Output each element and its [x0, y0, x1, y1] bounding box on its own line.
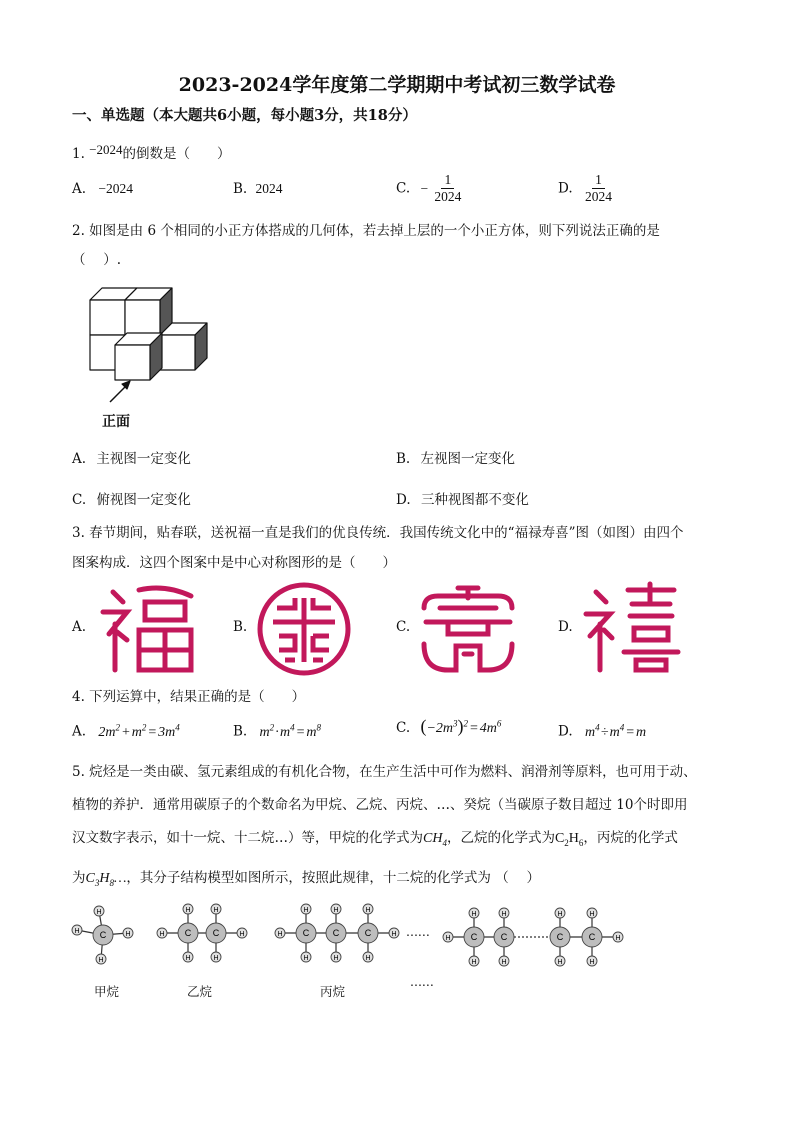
hydrogen-atom	[275, 928, 285, 938]
option-label: A.	[72, 451, 87, 467]
option-label: B.	[396, 451, 411, 467]
methane-formula: $CH_4$	[423, 831, 447, 848]
option-label: A.	[72, 723, 87, 740]
question-1	[72, 142, 231, 162]
svg-text:C: C	[99, 930, 107, 940]
text-segment: ，乙烷的化学式为	[446, 830, 555, 846]
hydrogen-atom	[301, 904, 311, 914]
hydrogen-atom	[183, 904, 193, 914]
question-number: 1.	[72, 146, 85, 162]
question-5-line4	[72, 866, 540, 888]
option-formula: $m^4$ ÷ $m^4$ = m	[584, 722, 647, 740]
hydrogen-atom	[555, 908, 565, 918]
option-label: D.	[558, 180, 573, 197]
alkane-molecule-figure	[66, 895, 636, 975]
hydrogen-atom	[499, 908, 509, 918]
denominator: 2024	[584, 189, 612, 204]
numerator: 1	[441, 172, 454, 189]
hydrogen-atom	[469, 956, 479, 966]
svg-text:H: H	[589, 959, 595, 966]
question-2: 2. 如图是由 6 个相同的小正方体搭成的几何体，若去掉上层的一个小正方体，则下列说法正确的是	[72, 223, 660, 239]
q1-option-d[interactable]	[558, 172, 614, 205]
hydrogen-atom	[183, 952, 193, 962]
fu-pattern-icon[interactable]	[95, 582, 195, 674]
q3-option-d-label[interactable]: D.	[558, 619, 573, 635]
q4-option-a[interactable]	[72, 722, 180, 741]
carbon-atom	[550, 927, 570, 947]
front-view-label: 正面	[102, 414, 130, 430]
hydrogen-atom	[469, 908, 479, 918]
svg-text:H: H	[159, 931, 165, 938]
option-text: 左视图一定变化	[420, 451, 516, 467]
hydrogen-atom	[211, 904, 221, 914]
option-label: C.	[396, 720, 411, 736]
svg-text:C: C	[556, 932, 564, 942]
svg-text:H: H	[615, 935, 621, 942]
text-segment: ，其分子结构模型如图所示，按照此规律，十二烷的化学式为 （ ）	[126, 870, 541, 886]
hydrogen-atom	[363, 904, 373, 914]
carbon-atom	[296, 923, 316, 943]
svg-text:H: H	[333, 907, 339, 914]
svg-text:H: H	[333, 955, 339, 962]
text-segment: 汉文数字表示，如十一烷、十二烷…）等，甲烷的化学式为	[72, 830, 423, 846]
minus-sign: −	[420, 180, 429, 196]
question-4: 4. 下列运算中，结果正确的是（ ）	[72, 689, 306, 705]
svg-text:H: H	[303, 955, 309, 962]
question-5: 5. 烷烃是一类由碳、氢元素组成的有机化合物，在生产生活中可作为燃料、润滑剂等原料，也可用于动、	[72, 764, 697, 780]
hydrogen-atom	[613, 932, 623, 942]
page-title: 2023-2024学年度第二学期期中考试初三数学试卷	[178, 74, 616, 96]
q2-option-a[interactable]	[72, 447, 191, 467]
carbon-atom	[582, 927, 602, 947]
hydrogen-atom	[237, 928, 247, 938]
svg-text:C: C	[212, 928, 220, 938]
methane-label: 甲烷	[94, 984, 120, 999]
option-label: D.	[396, 492, 411, 508]
q2-option-b[interactable]	[396, 447, 515, 467]
svg-text:H: H	[185, 907, 191, 914]
q2-option-d[interactable]	[396, 488, 529, 508]
q1-expression: −2024	[89, 142, 123, 157]
option-label: D.	[558, 723, 573, 740]
section-heading: 一、单选题（本大题共6小题，每小题3分，共18分）	[72, 107, 417, 124]
hydrogen-atom	[301, 952, 311, 962]
ellipsis-label: ......	[410, 974, 434, 989]
carbon-atom	[464, 927, 484, 947]
svg-text:H: H	[96, 909, 102, 916]
q1-option-a[interactable]	[72, 181, 133, 197]
carbon-atom	[358, 923, 378, 943]
carbon-atom	[178, 923, 198, 943]
svg-text:H: H	[557, 959, 563, 966]
q3-option-c-label[interactable]: C.	[396, 619, 411, 635]
option-text: 俯视图一定变化	[96, 492, 191, 508]
svg-text:H: H	[98, 957, 104, 964]
svg-text:H: H	[277, 931, 283, 938]
hydrogen-atom	[211, 952, 221, 962]
question-3: 3. 春节期间，贴春联，送祝福一直是我们的优良传统．我国传统文化中的“福禄寿喜”图（如图）由四个	[72, 525, 684, 541]
svg-text:C: C	[500, 932, 508, 942]
svg-text:C: C	[184, 928, 192, 938]
option-text: 三种视图都不变化	[420, 492, 529, 508]
svg-text:C: C	[470, 932, 478, 942]
svg-text:C: C	[588, 932, 596, 942]
q4-option-d[interactable]	[558, 722, 646, 741]
hydrogen-atom	[331, 952, 341, 962]
text-segment: ，丙烷的化学式	[583, 830, 678, 846]
svg-text:H: H	[185, 955, 191, 962]
ethane-formula: $C_2H_6$	[554, 831, 584, 848]
svg-text:H: H	[501, 911, 507, 918]
svg-text:C: C	[302, 928, 310, 938]
hydrogen-atom	[94, 906, 104, 916]
svg-text:H: H	[125, 931, 131, 938]
option-label: B.	[233, 181, 248, 197]
hydrogen-atom	[96, 954, 106, 964]
hydrogen-atom	[72, 925, 82, 935]
hydrogen-atom	[157, 928, 167, 938]
hydrogen-atom	[389, 928, 399, 938]
hydrogen-atom	[443, 932, 453, 942]
svg-text:H: H	[501, 959, 507, 966]
carbon-atom	[326, 923, 346, 943]
svg-text:H: H	[213, 907, 219, 914]
svg-text:H: H	[445, 935, 451, 942]
option-formula: $2m^2$ + $m^2$ = $3m^4$	[98, 722, 180, 740]
svg-text:H: H	[471, 911, 477, 918]
denominator: 2024	[434, 189, 462, 204]
hydrogen-atom	[587, 956, 597, 966]
q1-option-b[interactable]	[233, 181, 283, 197]
q3-option-a-label[interactable]: A.	[72, 619, 87, 635]
hydrogen-atom	[331, 904, 341, 914]
option-value: 2024	[255, 181, 283, 196]
question-5-line3	[72, 826, 678, 848]
svg-text:C: C	[332, 928, 340, 938]
svg-text:H: H	[391, 931, 397, 938]
question-2-line2: （ ）.	[72, 252, 122, 268]
fraction	[583, 172, 614, 205]
shou-pattern-icon[interactable]	[418, 582, 518, 676]
option-label: C.	[72, 492, 87, 508]
text-segment: 为	[72, 870, 86, 886]
svg-text:H: H	[303, 907, 309, 914]
ellipsis-between: ......	[406, 924, 430, 939]
fraction	[432, 172, 463, 205]
q1-text: 的倒数是（ ）	[122, 146, 231, 162]
xi-pattern-icon[interactable]	[582, 580, 682, 674]
numerator: 1	[592, 172, 605, 189]
hydrogen-atom	[587, 908, 597, 918]
svg-text:H: H	[74, 928, 80, 935]
svg-text:H: H	[213, 955, 219, 962]
ethane-label: 乙烷	[187, 984, 213, 999]
hydrogen-atom	[363, 952, 373, 962]
question-5-line2: 植物的养护．通常用碳原子的个数命名为甲烷、乙烷、丙烷、…、癸烷（当碳原子数目超过 10个时即用	[72, 797, 688, 813]
propane-formula: $C_3H_8\dots$	[85, 871, 127, 888]
option-formula: $m^2$ · $m^4$ = $m^8$	[259, 722, 321, 740]
q4-option-c[interactable]	[396, 716, 501, 737]
option-text: 主视图一定变化	[96, 451, 191, 467]
option-label: C.	[396, 180, 411, 197]
svg-text:H: H	[589, 911, 595, 918]
option-formula: $(-2m^3)^2$ = $4m^6$	[420, 716, 502, 736]
option-label: B.	[233, 723, 248, 740]
lu-pattern-icon[interactable]	[255, 580, 353, 678]
q3-option-b-label[interactable]: B.	[233, 619, 248, 635]
option-value: −2024	[98, 181, 133, 196]
svg-text:H: H	[471, 959, 477, 966]
svg-text:H: H	[365, 907, 371, 914]
svg-text:H: H	[557, 911, 563, 918]
q1-option-c[interactable]	[396, 172, 463, 205]
carbon-atom	[206, 923, 226, 943]
carbon-atom	[93, 925, 113, 945]
svg-text:H: H	[365, 955, 371, 962]
q2-option-c[interactable]	[72, 488, 191, 508]
cube-front-face	[90, 300, 125, 335]
propane-label: 丙烷	[320, 984, 346, 999]
carbon-atom	[494, 927, 514, 947]
hydrogen-atom	[555, 956, 565, 966]
option-label: A.	[72, 181, 87, 197]
q4-option-b[interactable]	[233, 722, 321, 741]
hydrogen-atom	[123, 928, 133, 938]
hydrogen-atom	[499, 956, 509, 966]
svg-text:H: H	[239, 931, 245, 938]
svg-text:C: C	[364, 928, 372, 938]
question-3-line2: 图案构成．这四个图案中是中心对称图形的是（ ）	[72, 555, 396, 571]
